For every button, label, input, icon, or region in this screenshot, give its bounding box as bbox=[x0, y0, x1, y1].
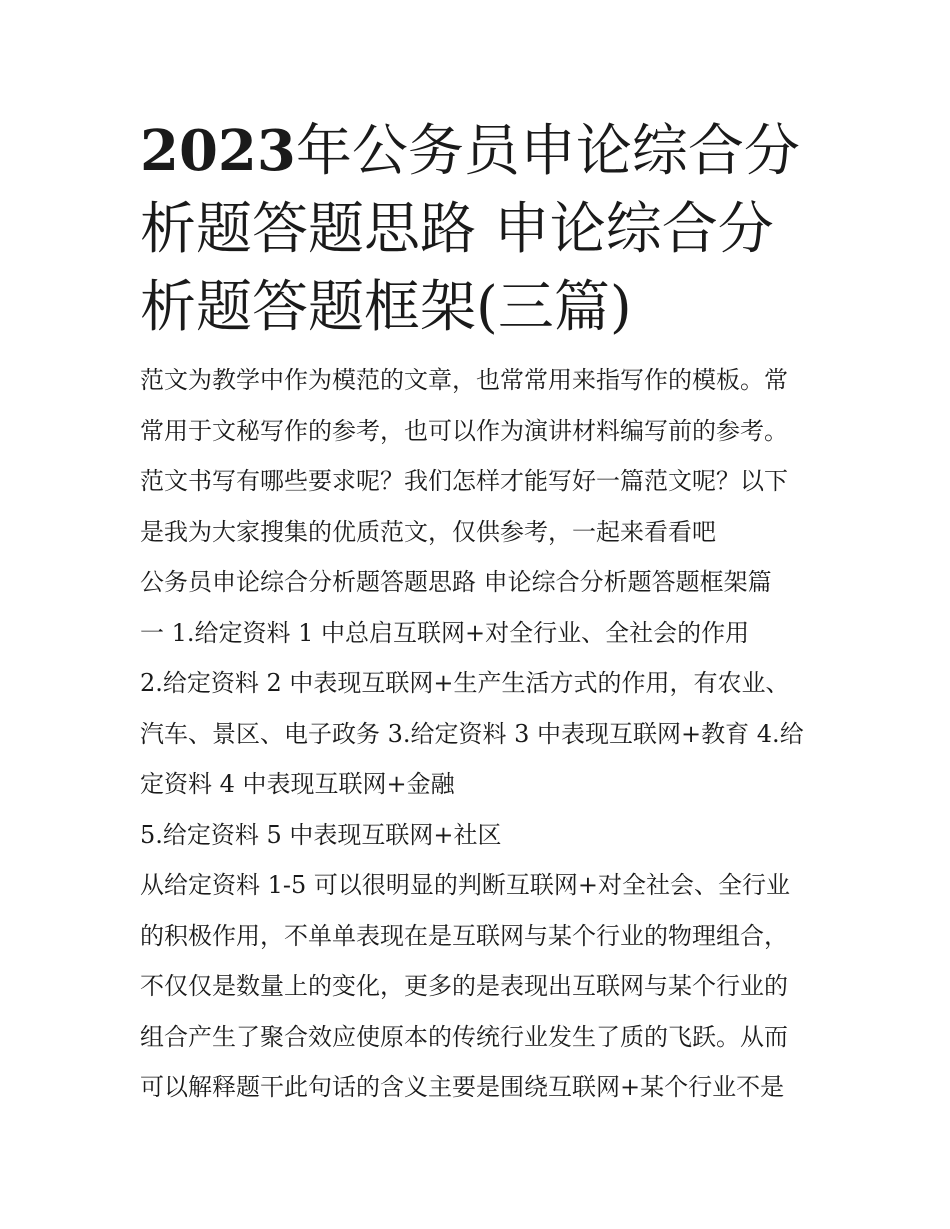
body-line: 的积极作用，不单单表现在是互联网与某个行业的物理组合， bbox=[140, 921, 788, 950]
body-line: 组合产生了聚合效应使原本的传统行业发生了质的飞跃。从而 bbox=[140, 1022, 788, 1051]
body-line: 从给定资料 1-5 可以很明显的判断互联网+对全社会、全行业 bbox=[140, 871, 791, 899]
body-line: 不仅仅是数量上的变化，更多的是表现出互联网与某个行业的 bbox=[140, 972, 788, 1000]
body-line: 公务员申论综合分析题答题思路 申论综合分析题答题框架篇 bbox=[140, 568, 772, 596]
title-year: 2023 bbox=[140, 118, 296, 184]
body-line: 定资料 4 中表现互联网+金融 bbox=[140, 770, 455, 798]
document-title bbox=[140, 112, 820, 347]
body-line: 范文为教学中作为模范的文章，也常常用来指写作的模板。常 bbox=[140, 366, 788, 394]
body-line: 范文书写有哪些要求呢？我们怎样才能写好一篇范文呢？以下 bbox=[140, 467, 788, 495]
body-line: 5.给定资料 5 中表现互联网+社区 bbox=[140, 820, 502, 849]
document-body bbox=[140, 355, 820, 1113]
body-line: 常用于文秘写作的参考，也可以作为演讲材料编写前的参考。 bbox=[140, 416, 788, 445]
body-line: 一 1.给定资料 1 中总启互联网+对全行业、全社会的作用 bbox=[140, 618, 750, 647]
title-text: 年公务员申论综合分析题答题思路 申论综合分析题答题框架(三篇) bbox=[140, 119, 800, 340]
body-line: 2.给定资料 2 中表现互联网+生产生活方式的作用，有农业、 bbox=[140, 669, 790, 697]
body-line: 可以解释题干此句话的含义主要是围绕互联网+某个行业不是 bbox=[140, 1073, 785, 1101]
body-line: 汽车、景区、电子政务 3.给定资料 3 中表现互联网+教育 4.给 bbox=[140, 719, 804, 748]
body-line: 是我为大家搜集的优质范文，仅供参考，一起来看看吧 bbox=[140, 517, 716, 546]
